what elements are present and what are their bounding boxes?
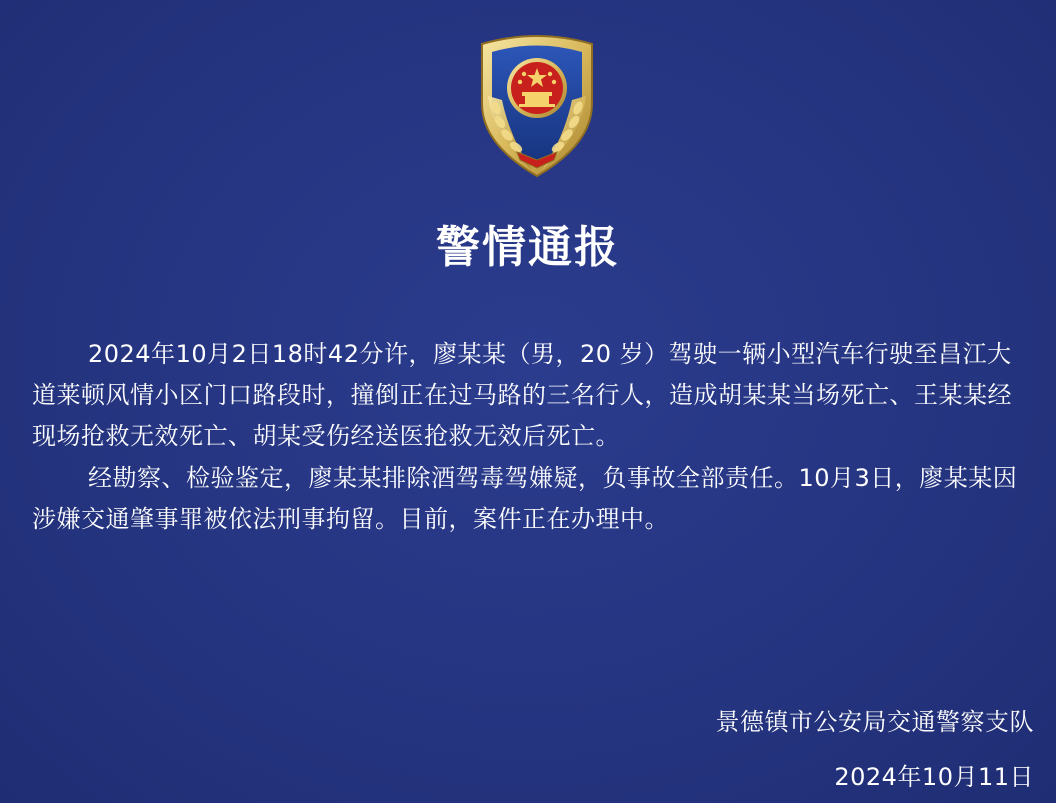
signature-organization: 景德镇市公安局交通警察支队: [715, 708, 1034, 736]
notice-paragraph-1: 2024年10月2日18时42分许，廖某某（男，20 岁）驾驶一辆小型汽车行驶至昌江大道莱顿风情小区门口路段时，撞倒正在过马路的三名行人，造成胡某某当场死亡、王某某经现场抢救无效死亡、胡某受伤经送医抢救无效后死亡。: [32, 340, 1012, 450]
notice-paragraph-2: 经勘察、检验鉴定，廖某某排除酒驾毒驾嫌疑，负事故全部责任。10月3日，廖某某因涉嫌交通肇事罪被依法刑事拘留。目前，案件正在办理中。: [32, 464, 1018, 533]
notice-body: [32, 334, 1032, 540]
signature-date: 2024年10月11日: [834, 763, 1034, 791]
police-emblem-icon: [462, 26, 612, 186]
notice-title: 警情通报: [436, 222, 620, 273]
